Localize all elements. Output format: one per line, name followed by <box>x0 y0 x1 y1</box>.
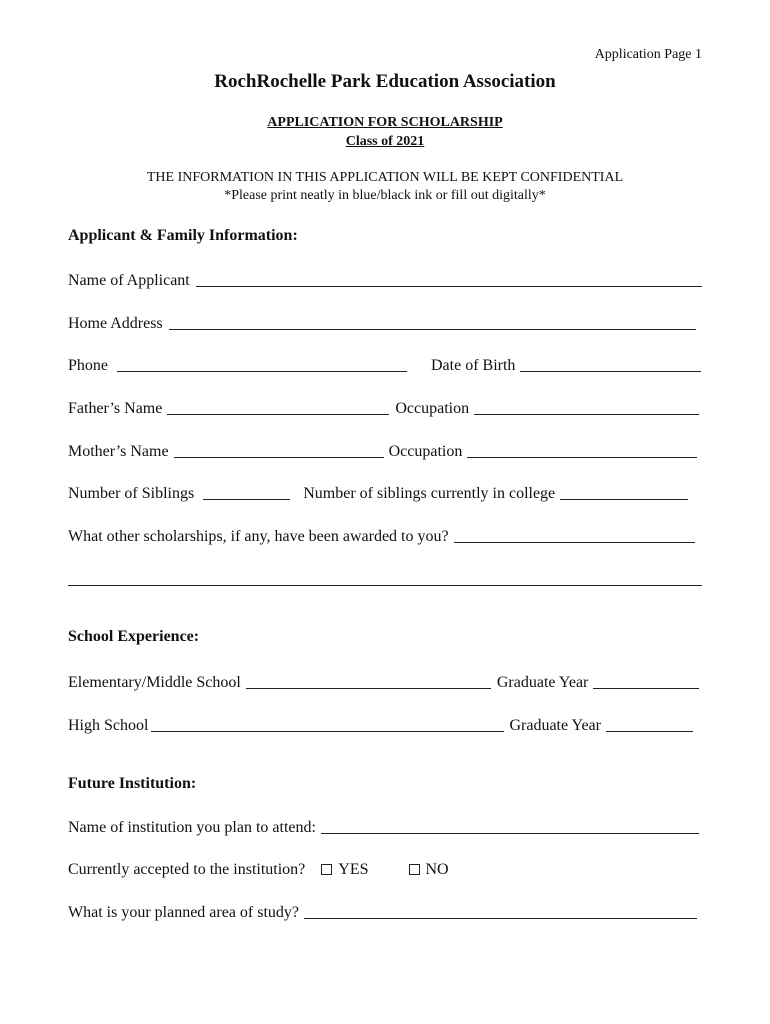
siblings-label: Number of Siblings <box>68 485 195 502</box>
institution-field[interactable] <box>321 819 699 834</box>
siblings-college-label: Number of siblings currently in college <box>303 485 556 502</box>
home-address-label: Home Address <box>68 315 163 332</box>
future-section-heading: Future Institution: <box>68 775 197 792</box>
organization-title: RochRochelle Park Education Association <box>214 71 556 92</box>
siblings-college-field[interactable] <box>560 485 688 500</box>
father-name-field[interactable] <box>167 400 389 415</box>
accepted-label: Currently accepted to the institution? <box>68 861 306 878</box>
siblings-field[interactable] <box>203 485 290 500</box>
father-row <box>68 396 699 418</box>
other-scholarships-continuation-row <box>68 567 702 589</box>
study-field[interactable] <box>304 904 697 919</box>
home-address-field[interactable] <box>169 315 696 330</box>
high-school-label: High School <box>68 717 149 734</box>
form-title: APPLICATION FOR SCHOLARSHIP <box>267 115 503 130</box>
yes-checkbox-box <box>321 864 332 875</box>
mother-occupation-label: Occupation <box>388 443 463 460</box>
page-number: Application Page 1 <box>594 47 702 62</box>
no-label: NO <box>425 861 449 878</box>
dob-field[interactable] <box>520 357 701 372</box>
applicant-name-row <box>68 268 702 290</box>
institution-row <box>68 815 699 837</box>
applicant-name-label: Name of Applicant <box>68 272 190 289</box>
study-label: What is your planned area of study? <box>68 904 300 921</box>
school-section-heading: School Experience: <box>68 628 200 645</box>
home-address-row <box>68 311 696 333</box>
phone-label: Phone <box>68 357 108 374</box>
elementary-row <box>68 670 699 692</box>
elementary-label: Elementary/Middle School <box>68 674 241 691</box>
elementary-year-field[interactable] <box>593 674 699 689</box>
yes-checkbox[interactable] <box>321 861 368 879</box>
other-scholarships-field[interactable] <box>454 528 695 543</box>
father-occupation-label: Occupation <box>395 400 470 417</box>
phone-dob-row <box>68 353 701 375</box>
applicant-section-heading: Applicant & Family Information: <box>68 227 298 244</box>
yes-label: YES <box>338 861 369 878</box>
class-year: Class of 2021 <box>345 134 425 149</box>
mother-row <box>68 439 697 461</box>
mother-name-field[interactable] <box>174 443 384 458</box>
mother-name-label: Mother’s Name <box>68 443 169 460</box>
other-scholarships-continuation-field[interactable] <box>68 571 702 586</box>
study-row <box>68 900 697 922</box>
high-school-field[interactable] <box>151 717 504 732</box>
father-occupation-field[interactable] <box>474 400 699 415</box>
siblings-row <box>68 481 688 503</box>
high-school-row <box>68 713 693 735</box>
high-school-year-field[interactable] <box>606 717 693 732</box>
confidential-notice: THE INFORMATION IN THIS APPLICATION WILL BE KEPT CONFIDENTIAL <box>146 170 624 185</box>
elementary-field[interactable] <box>246 674 491 689</box>
phone-field[interactable] <box>117 357 407 372</box>
elementary-year-label: Graduate Year <box>496 674 589 691</box>
print-instruction: *Please print neatly in blue/black ink or fill out digitally* <box>224 188 546 203</box>
accepted-row <box>68 857 488 879</box>
no-checkbox-box <box>409 864 420 875</box>
other-scholarships-label: What other scholarships, if any, have been awarded to you? <box>68 528 449 545</box>
institution-label: Name of institution you plan to attend: <box>68 819 316 836</box>
applicant-name-field[interactable] <box>196 272 702 287</box>
high-school-year-label: Graduate Year <box>509 717 601 734</box>
father-name-label: Father’s Name <box>68 400 163 417</box>
mother-occupation-field[interactable] <box>467 443 697 458</box>
dob-label: Date of Birth <box>431 357 516 374</box>
other-scholarships-row <box>68 524 695 546</box>
no-checkbox[interactable] <box>409 861 449 879</box>
